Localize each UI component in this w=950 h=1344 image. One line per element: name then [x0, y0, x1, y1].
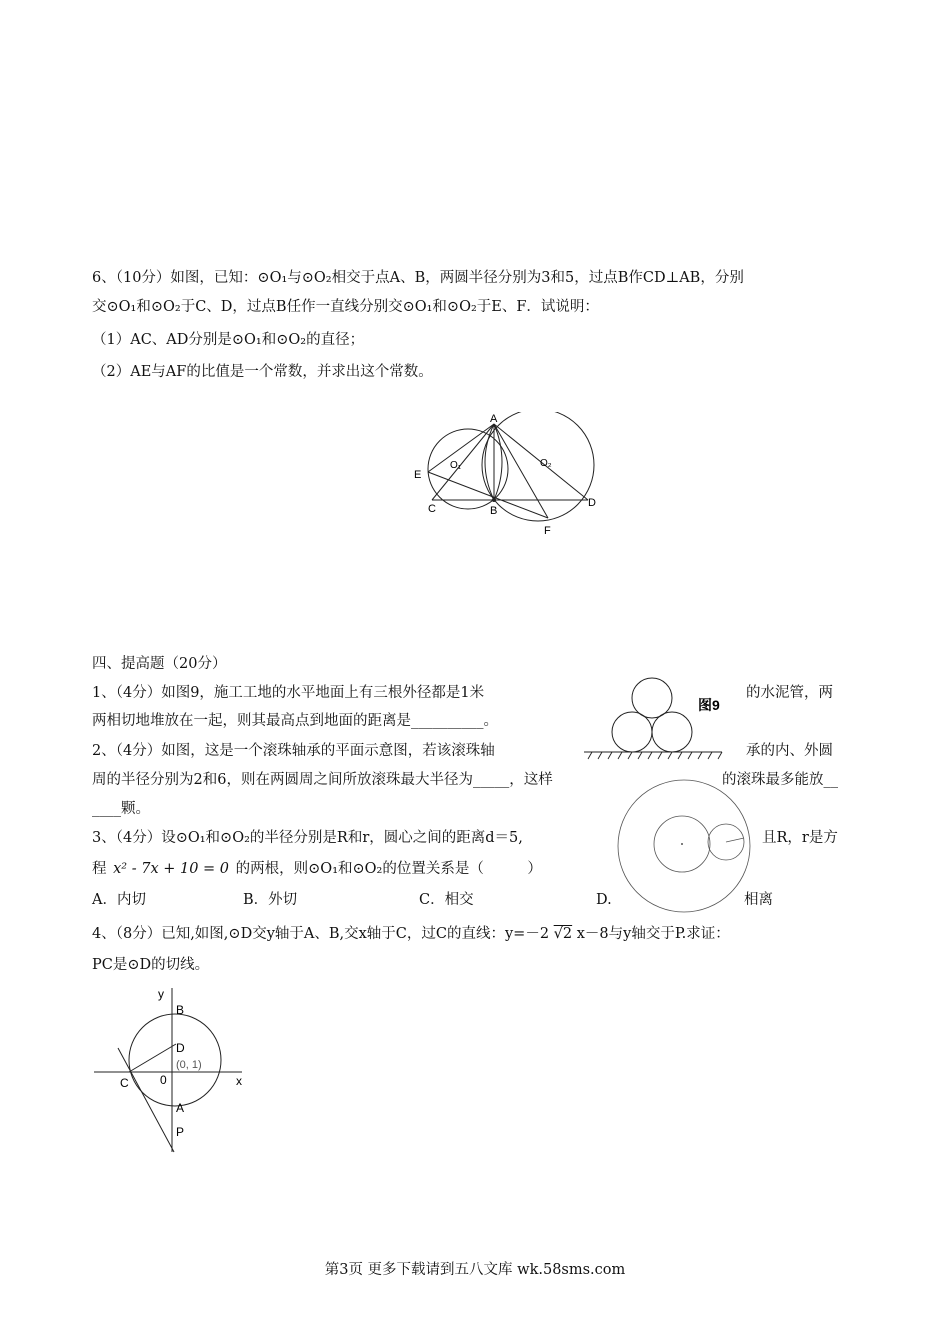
q1-line-2: 两相切地堆放在一起，则其最高点到地面的距离是__________。 — [92, 713, 498, 729]
q4-figure — [92, 984, 262, 1163]
q4-label-c: C — [120, 1076, 129, 1090]
q6-label-d: D — [588, 497, 596, 509]
q2-line-1b: 承的内、外圆 — [746, 743, 833, 759]
q4-label-x: x — [236, 1074, 242, 1088]
q3-option-d-text: 相离 — [744, 892, 773, 908]
q4-text-a: 4、（8分）已知,如图,⊙D交y轴于A、B,交x轴于C，过C的直线：y=－2 — [92, 926, 550, 942]
section4-title: 四、提高题（20分） — [92, 656, 227, 672]
page-footer: 第3页 更多下载请到五八文库 wk.58sms.com — [324, 1262, 626, 1278]
q6-label-o2: O₂ — [540, 458, 552, 469]
q3-option-d: D. — [596, 892, 612, 908]
q3-option-c: C．相交 — [419, 892, 474, 908]
q4-label-origin: 0 — [160, 1073, 167, 1087]
q4-sqrt: √2 — [553, 926, 573, 942]
q6-figure — [410, 412, 610, 546]
q3-text-b: 的两根，则⊙O₁和⊙O₂的位置关系是（ ） — [235, 861, 542, 877]
q6-line-1: 6、（10分）如图，已知：⊙O₁与⊙O₂相交于点A、B，两圆半径分别为3和5，过点B作CD⊥AB，分别 — [92, 270, 744, 286]
bearing-figure — [616, 778, 756, 922]
q6-label-o1: O₁ — [450, 460, 462, 471]
q4-label-a: A — [176, 1101, 185, 1115]
q4-label-y: y — [158, 987, 164, 1001]
q3-equation: x² - 7x + 10 = 0 — [113, 861, 230, 877]
q6-label-c: C — [428, 503, 436, 515]
q6-line-4: （2）AE与AF的比值是一个常数，并求出这个常数。 — [92, 364, 433, 380]
q6-line-2: 交⊙O₁和⊙O₂于C、D，过点B任作一直线分别交⊙O₁和⊙O₂于E、F．试说明： — [92, 299, 599, 315]
fig9-label: 图9 — [698, 697, 720, 713]
q6-label-a: A — [490, 413, 498, 425]
q3-line-2 — [92, 859, 542, 879]
q6-label-b: B — [490, 505, 498, 517]
q4-label-point: (0, 1) — [176, 1059, 202, 1071]
q2-line-2a: 周的半径分别为2和6，则在两圆周之间所放滚珠最大半径为_____，这样 — [92, 772, 553, 788]
q2-line-2b: 的滚珠最多能放__ — [722, 772, 838, 788]
q3-option-a: A．内切 — [92, 892, 146, 908]
q4-label-p: P — [176, 1125, 185, 1139]
q4-label-d: D — [176, 1041, 185, 1055]
q4-line-2: PC是⊙D的切线。 — [92, 957, 210, 973]
q3-option-b: B．外切 — [243, 892, 298, 908]
q4-label-b: B — [176, 1003, 185, 1017]
q6-label-e: E — [414, 469, 422, 481]
q6-line-3: （1）AC、AD分别是⊙O₁和⊙O₂的直径； — [92, 332, 365, 348]
figure-9 — [584, 672, 744, 768]
q3-line-1b: 且R，r是方 — [762, 830, 838, 846]
q1-line-1a: 1、（4分）如图9，施工工地的水平地面上有三根外径都是1米 — [92, 685, 485, 701]
q3-text-a: 程 — [92, 861, 107, 877]
q4-line-1 — [92, 924, 730, 944]
q2-line-3: ____颗。 — [92, 801, 150, 817]
q1-line-1b: 的水泥管，两 — [746, 685, 833, 701]
q6-label-f: F — [544, 525, 551, 537]
q4-text-b: x－8与y轴交于P.求证： — [576, 926, 730, 942]
q2-line-1a: 2、（4分）如图，这是一个滚珠轴承的平面示意图，若该滚珠轴 — [92, 743, 495, 759]
q3-line-1a: 3、（4分）设⊙O₁和⊙O₂的半径分别是R和r，圆心之间的距离d＝5, — [92, 830, 523, 846]
